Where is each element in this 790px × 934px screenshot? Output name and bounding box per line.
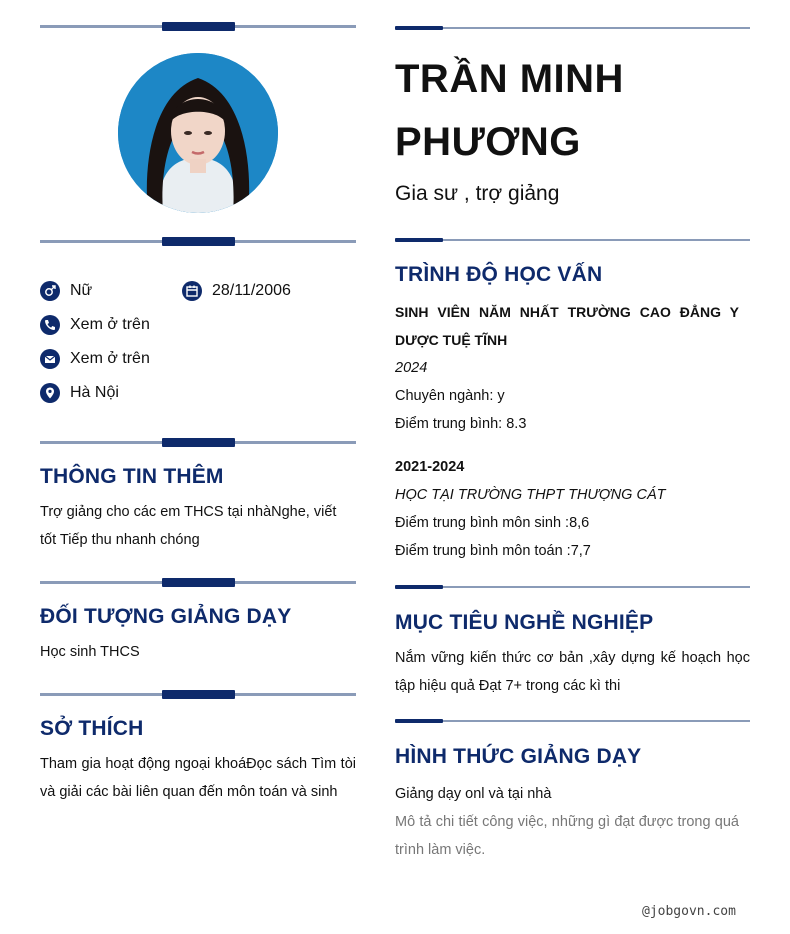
email-icon <box>40 349 60 369</box>
candidate-name: TRẦN MINH PHƯƠNG <box>395 57 624 164</box>
dob-value: 28/11/2006 <box>212 282 291 299</box>
gender-value: Nữ <box>70 282 93 299</box>
more-info-title: THÔNG TIN THÊM <box>40 465 224 488</box>
calendar-icon <box>182 281 202 301</box>
teaching-description: Mô tả chi tiết công việc, những gì đạt được trong quá trình làm việc. <box>395 814 739 858</box>
phone-row <box>40 314 150 336</box>
location-row <box>40 382 119 404</box>
hobbies-title: SỞ THÍCH <box>40 717 144 740</box>
education-years-2: 2021-2024 <box>395 459 465 475</box>
target-text: Học sinh THCS <box>40 644 140 660</box>
divider-more-info <box>40 438 356 447</box>
watermark: @jobgovn.com <box>642 904 736 919</box>
teaching-title: HÌNH THỨC GIẢNG DẠY <box>395 745 642 768</box>
education-gpa-1: Điểm trung bình: 8.3 <box>395 416 527 432</box>
divider-top-left <box>40 22 356 31</box>
divider-teaching <box>395 717 750 726</box>
email-value: Xem ở trên <box>70 350 150 367</box>
candidate-role: Gia sư , trợ giảng <box>395 182 560 205</box>
teaching-text: Giảng dạy onl và tại nhà <box>395 786 552 802</box>
gender-row <box>40 280 92 302</box>
goal-text: Nắm vững kiến thức cơ bản ,xây dựng kế hoạch học tập hiệu quả Đạt 7+ trong các kì thi <box>395 650 750 694</box>
education-school-2: HỌC TẠI TRƯỜNG THPT THƯỢNG CÁT <box>395 487 666 503</box>
gender-icon <box>40 281 60 301</box>
divider-hobbies <box>40 690 356 699</box>
education-major-1: Chuyên ngành: y <box>395 388 505 404</box>
education-math-2: Điểm trung bình môn toán :7,7 <box>395 543 591 559</box>
education-bio-2: Điểm trung bình môn sinh :8,6 <box>395 515 590 531</box>
location-pin-icon <box>40 383 60 403</box>
divider-goal <box>395 583 750 592</box>
avatar <box>118 53 278 213</box>
divider-name <box>395 24 750 33</box>
email-row <box>40 348 150 370</box>
target-title: ĐỐI TƯỢNG GIẢNG DẠY <box>40 605 292 628</box>
location-value: Hà Nội <box>70 384 119 401</box>
hobbies-text: Tham gia hoạt động ngoại khoáĐọc sách Tìm tòi và giải các bài liên quan đến môn toán và sinh <box>40 756 356 800</box>
goal-title: MỤC TIÊU NGHỀ NGHIỆP <box>395 611 654 634</box>
divider-target <box>40 578 356 587</box>
portrait-photo <box>118 53 278 213</box>
more-info-text: Trợ giảng cho các em THCS tại nhàNghe, viết tốt Tiếp thu nhanh chóng <box>40 504 337 548</box>
phone-icon <box>40 315 60 335</box>
phone-value: Xem ở trên <box>70 316 150 333</box>
divider-education <box>395 236 750 245</box>
divider-below-avatar <box>40 237 356 246</box>
education-title: TRÌNH ĐỘ HỌC VẤN <box>395 263 603 286</box>
education-year-1: 2024 <box>395 360 428 376</box>
education-school-1: SINH VIÊN NĂM NHẤT TRƯỜNG CAO ĐẲNG Y DƯỢC TUỆ TĨNH <box>395 304 739 348</box>
dob-row <box>182 280 291 302</box>
